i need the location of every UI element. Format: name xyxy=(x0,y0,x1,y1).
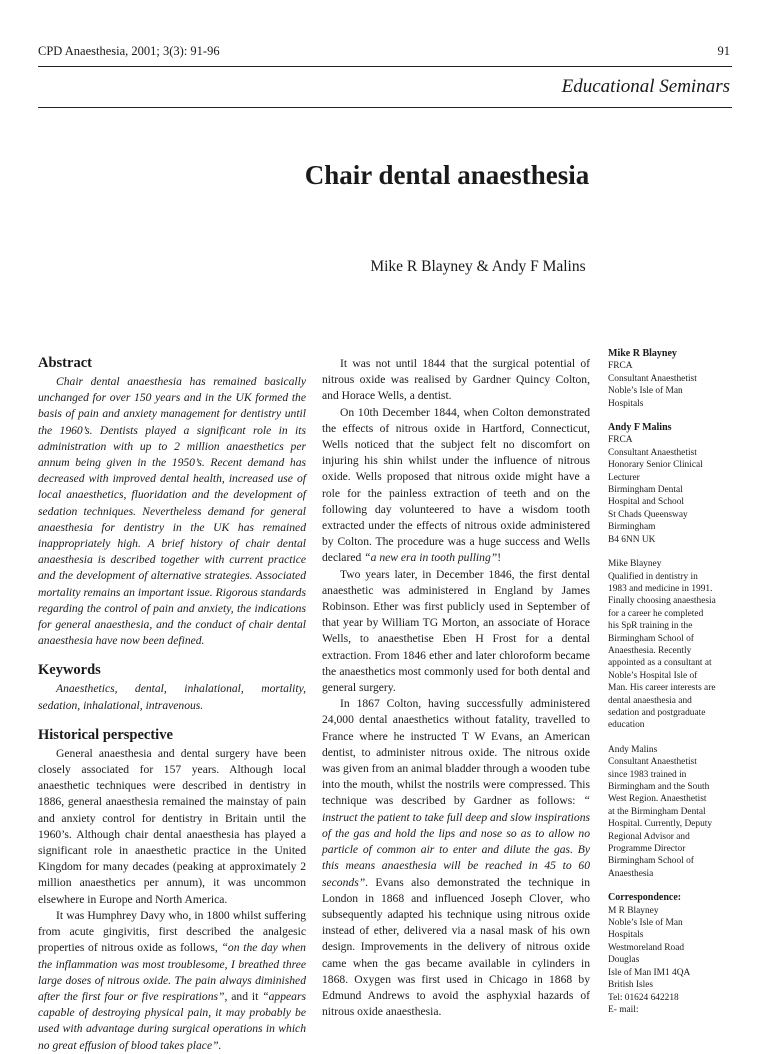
correspondence-line: M R Blayney xyxy=(608,905,659,916)
author-2-line: Lecturer xyxy=(608,472,640,483)
column-middle xyxy=(322,356,590,1020)
bio-1-line: Finally choosing anaesthesia xyxy=(608,596,716,607)
col2-paragraph-1: It was not until 1844 that the surgical potential of nitrous oxide was realised by Gardner Quincy Colton, and Horace Wells, a dentist. xyxy=(322,357,590,403)
author-2-block xyxy=(608,422,733,546)
bio-2-line: Regional Advisor and xyxy=(608,831,690,842)
history-p2-text-a: It was Humphrey Davy who, in 1800 whilst suffering from acute gingivitis, first described the analgesic properties of nitrous oxide as follows, xyxy=(38,908,306,955)
correspondence-heading: Correspondence: xyxy=(608,892,682,904)
col2-p4-text-b: . Evans also demonstrated the technique in London in 1868 and influenced Joseph Clover, who subsequently adapted his technique using nitrous oxide instead of ether, delivered via a nasal mask of his own design. Improvements in the delivery of nitrous oxide came when the gas became available in cylinders in 1868. Oxygen was first used in Chicago in 1868 by Edmund Andrews to avoid the asphyxial hazards of nitrous oxide anaesthesia. xyxy=(322,875,590,1019)
history-p2-text-b: , and it xyxy=(224,989,263,1003)
abstract-heading: Abstract xyxy=(38,355,92,371)
correspondence-block xyxy=(608,892,733,1016)
col2-p4-text-a: In 1867 Colton, having successfully administered 24,000 dental anaesthetics without fatality, travelled to France where he instructed T W Evans, an American dentist, to administer nitrous oxide. The nitrous oxide was given from an animal bladder through a wooden tube into the mouth, whilst the nostrils were compressed. This technique was described by Gardner as follows: xyxy=(322,697,590,808)
author-sidebar xyxy=(608,348,733,1028)
bio-2-line: Hospital. Currently, Deputy xyxy=(608,819,713,830)
bio-1-line: sedation and postgraduate xyxy=(608,707,706,718)
bio-1-line: Qualified in dentistry in xyxy=(608,571,698,582)
abstract-text: Chair dental anaesthesia has remained basically unchanged for over 150 years and in the UK formed the basis of pain and anxiety management for dentistry until the 1960’s. Dentists played a significant role in its administration with up to 2 million anaesthetics per annum being given in the 1950’s. Recent demand has decreased with improved dental health, increased use of local anaesthetics, fluoridation and the development of sedation techniques. Nevertheless demand for general anaesthesia for dentistry in the UK has remained inappropriately high. A brief history of chair dental anaesthesia is described together with current practice and the development of alternative strategies. Associated mortality remains an important issue. Rigorous standards regarding the control of pain and anxiety, the indications for general anaesthesia, and the conduct of chair dental anaesthesia have now been defined. xyxy=(38,375,306,648)
column-left xyxy=(38,354,306,1054)
correspondence-line: Hospitals xyxy=(608,930,644,941)
author-1-line: Consultant Anaesthetist xyxy=(608,373,697,384)
bio-2-line: Anaesthesia xyxy=(608,868,654,879)
bio-1-line: 1983 and medicine in 1991. xyxy=(608,583,713,594)
col2-paragraph-2 xyxy=(322,405,590,567)
col2-paragraph-4 xyxy=(322,696,590,1020)
bio-1-line: Anaesthesia. Recently xyxy=(608,645,692,656)
correspondence-line: Tel: 01624 642218 xyxy=(608,992,679,1003)
bio-1-line: education xyxy=(608,720,645,731)
history-heading: Historical perspective xyxy=(38,726,173,743)
author-2-line: FRCA xyxy=(608,435,633,446)
wells-quote: “a new era in tooth pulling” xyxy=(364,551,498,565)
author-2-line: B4 6NN UK xyxy=(608,534,656,545)
bio-2-line: Consultant Anaesthetist xyxy=(608,757,697,768)
article-authors: Mike R Blayney & Andy F Malins xyxy=(370,258,586,275)
author-1-line: Noble’s Isle of Man xyxy=(608,386,683,397)
bio-2-line: at the Birmingham Dental xyxy=(608,806,706,817)
bio-1-block xyxy=(608,558,733,732)
keywords-heading: Keywords xyxy=(38,662,101,679)
col2-p2-text-a: On 10th December 1844, when Colton demonstrated the effects of nitrous oxide in Hartford, Connecticut, Wells noticed that the subject felt no discomfort on injuring his shin whilst under the influence of nitrous oxide. Wells proposed that nitrous oxide might have a role for the painless extraction of teeth and on the following day volunteered to have a wisdom tooth extracted under the effects of nitrous oxide administered by Colton. The procedure was a huge success and Wells declared xyxy=(322,405,590,565)
author-1-name: Mike R Blayney xyxy=(608,348,677,359)
section-title: Educational Seminars xyxy=(561,76,730,97)
correspondence-line: E- mail: xyxy=(608,1004,639,1015)
bio-1-line: Man. His career interests are xyxy=(608,683,716,694)
bio-2-line: Andy Malins xyxy=(608,744,658,755)
correspondence-line: Noble’s Isle of Man xyxy=(608,918,683,929)
author-2-line: Hospital and School xyxy=(608,497,685,508)
keywords-text: Anaesthetics, dental, inhalational, mortality, sedation, inhalational, intravenous. xyxy=(38,682,306,712)
journal-citation: CPD Anaesthesia, 2001; 3(3): 91-96 xyxy=(38,44,220,58)
author-2-line: Birmingham Dental xyxy=(608,485,683,496)
correspondence-line: Isle of Man IM1 4QA xyxy=(608,967,691,978)
author-1-line: Hospitals xyxy=(608,398,644,409)
bio-2-line: Programme Director xyxy=(608,844,686,855)
bio-1-line: his SpR training in the xyxy=(608,621,693,632)
bio-1-line: for a career he completed xyxy=(608,608,704,619)
bio-1-line: dental anaesthesia and xyxy=(608,695,692,706)
davy-quote-2: “appears capable of destroying physical pain, it may probably be used with advantage during surgical operations in which no great effusion of blood takes place”. xyxy=(38,989,306,1052)
bio-1-line: Mike Blayney xyxy=(608,559,662,570)
author-1-line: FRCA xyxy=(608,361,633,372)
correspondence-line: Westmoreland Road xyxy=(608,942,685,953)
gardner-quote: “ instruct the patient to take full deep and slow inspirations of the gas and hold the lips and nose so as to allow no particle of common air to enter and dilute the gas. By this means anaesthesia will be reached in 45 to 60 seconds” xyxy=(322,794,590,889)
author-2-line: Birmingham xyxy=(608,522,656,533)
bio-2-line: Birmingham School of xyxy=(608,856,694,867)
section-rule xyxy=(38,107,732,108)
correspondence-line: Douglas xyxy=(608,955,640,966)
correspondence-line: British Isles xyxy=(608,980,654,991)
author-2-line: Honorary Senior Clinical xyxy=(608,460,703,471)
author-2-line: Consultant Anaesthetist xyxy=(608,447,697,458)
bio-2-line: West Region. Anaesthetist xyxy=(608,794,707,805)
history-paragraph-1: General anaesthesia and dental surgery have been closely associated for 157 years. Although local anaesthetic techniques were described in dentistry in 1886, general anaesthesia remained the mainstay of pain and anxiety control for dentistry in Britain until the 1960’s. Although chair dental anaesthesia has played a significant role in anaesthetic practice in the United Kingdom for many decades (peaking at approximately 2 million anaesthetics per annum), it was uncommon elsewhere in Europe and North America. xyxy=(38,746,306,906)
bio-2-line: Birmingham and the South xyxy=(608,782,710,792)
author-2-name: Andy F Malins xyxy=(608,422,672,434)
bio-1-line: appointed as a consultant at xyxy=(608,658,712,669)
page-number: 91 xyxy=(717,44,730,58)
davy-quote-1: “on the day when the inflammation was most troublesome, I breathed three large doses of nitrous oxide. The pain always diminished after the first four or five respirations” xyxy=(38,941,306,1003)
bio-1-line: Birmingham School of xyxy=(608,633,694,644)
col2-paragraph-3: Two years later, in December 1846, the first dental anaesthetic was administered in England by James Robinson. Ether was first publicly used in September of that year by William TG Morton, an associate of Horace Wells, to anaesthetise Eben H Frost for a dental extraction. From 1846 ether and later chloroform became the anaesthetics most commonly used for both dental and general surgery. xyxy=(322,567,590,695)
bio-2-line: since 1983 trained in xyxy=(608,769,687,780)
author-2-line: St Chads Queensway xyxy=(608,509,688,520)
bio-1-line: Noble’s Hospital Isle of xyxy=(608,670,698,681)
header-rule xyxy=(38,66,732,67)
bio-2-block xyxy=(608,744,733,880)
col2-p2-text-b: ! xyxy=(497,551,502,565)
author-1-block xyxy=(608,348,733,410)
article-title: Chair dental anaesthesia xyxy=(304,160,590,190)
history-paragraph-2 xyxy=(38,908,306,1054)
